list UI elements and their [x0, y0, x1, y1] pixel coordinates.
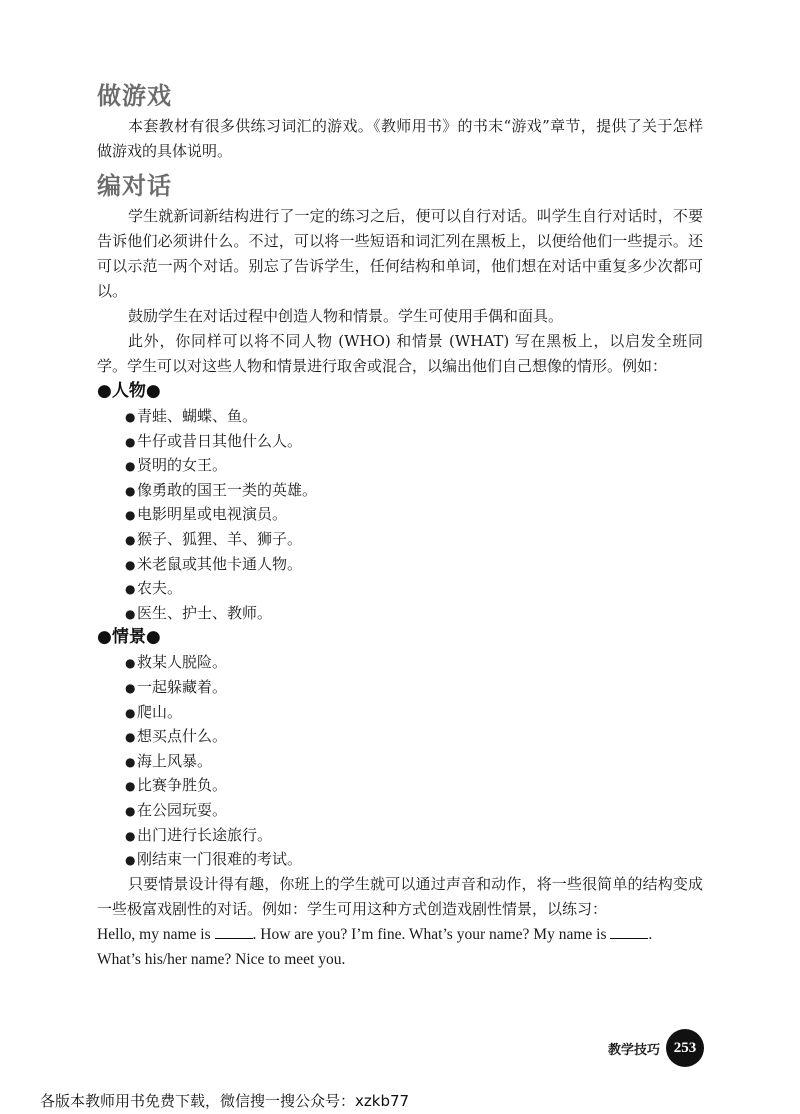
page-number-badge: 253 [666, 1029, 704, 1067]
list-item: ● 刚结束一门很难的考试。 [125, 847, 703, 872]
list-item: ● 电影明星或电视演员。 [125, 502, 703, 527]
example-line-2: What’s his/her name? Nice to meet you. [97, 950, 346, 968]
dialogue-paragraph-2: 鼓励学生在对话过程中创造人物和情景。学生可使用手偶和面具。 [128, 307, 564, 325]
bullet-icon: ● [125, 582, 136, 597]
bullet-icon: ● [125, 828, 136, 843]
games-paragraph: 本套教材有很多供练习词汇的游戏。《教师用书》的书末“游戏”章节，提供了关于怎样做游戏的具体说明。 [97, 117, 703, 160]
bullet-icon: ● [125, 754, 136, 769]
bullet-icon: ● [125, 434, 136, 449]
bullet-icon: ● [125, 410, 136, 424]
bullet-icon: ● [125, 803, 136, 818]
bullet-icon: ● [125, 459, 136, 474]
list-item: ● 救某人脱险。 [125, 650, 703, 675]
list-item: ● 青蛙、蝴蝶、鱼。 [125, 404, 703, 429]
footer-section-label: 教学技巧 [608, 1042, 661, 1058]
list-item: ● 医生、护士、教师。 [125, 601, 703, 626]
fill-in-blank [215, 926, 253, 939]
section-heading-games: 做游戏 [97, 82, 172, 110]
list-item: ● 像勇敢的国王一类的英雄。 [125, 478, 703, 503]
fill-in-blank [610, 926, 648, 939]
list-item: ● 贤明的女王。 [125, 453, 703, 478]
list-item: ● 牛仔或昔日其他什么人。 [125, 429, 703, 454]
example-line-1: Hello, my name is . How are you? I’m fine. What’s your name? My name is . [97, 925, 653, 943]
characters-heading: ●人物● [97, 381, 161, 401]
list-item: ● 海上风暴。 [125, 749, 703, 774]
list-item: ● 想买点什么。 [125, 724, 703, 749]
page-content [97, 78, 703, 972]
dialogue-paragraph-3: 此外，你同样可以将不同人物 (WHO) 和情景 (WHAT) 写在黑板上，以启发全班同学。学生可以对这些人物和情景进行取舍或混合，以编出他们自己想像的情形。例如： [97, 332, 703, 375]
list-item: ● 农夫。 [125, 576, 703, 601]
list-item: ● 猴子、狐狸、羊、狮子。 [125, 527, 703, 552]
download-watermark: 各版本教师用书免费下载，微信搜一搜公众号：xzkb77 [40, 1092, 410, 1110]
situations-list [97, 650, 703, 871]
bullet-icon: ● [125, 532, 136, 547]
bullet-icon: ● [125, 779, 136, 794]
dialogue-paragraph-1: 学生就新词新结构进行了一定的练习之后，便可以自行对话。叫学生自行对话时，不要告诉他们必须讲什么。不过，可以将一些短语和词汇列在黑板上，以便给他们一些提示。还可以示范一两个对话。别忘了告诉学生，任何结构和单词，他们想在对话中重复多少次都可以。 [97, 207, 703, 300]
list-item: ● 比赛争胜负。 [125, 773, 703, 798]
bullet-icon: ● [125, 705, 136, 720]
list-item: ● 出门进行长途旅行。 [125, 823, 703, 848]
list-item: ● 在公园玩耍。 [125, 798, 703, 823]
bullet-icon: ● [125, 483, 136, 498]
list-item: ● 一起躲藏着。 [125, 675, 703, 700]
bullet-icon: ● [125, 606, 136, 621]
page-footer [608, 1030, 704, 1066]
section-heading-dialogue: 编对话 [97, 172, 172, 200]
characters-list [97, 404, 703, 625]
bullet-icon: ● [125, 853, 136, 868]
situations-heading: ●情景● [97, 627, 161, 648]
bullet-icon: ● [125, 508, 136, 523]
bullet-icon: ● [125, 557, 136, 572]
list-item: ● 米老鼠或其他卡通人物。 [125, 552, 703, 577]
closing-paragraph: 只要情景设计得有趣，你班上的学生就可以通过声音和动作，将一些很简单的结构变成一些极富戏剧性的对话。例如：学生可用这种方式创造戏剧性情景，以练习： [97, 874, 703, 918]
bullet-icon: ● [125, 656, 136, 671]
bullet-icon: ● [125, 680, 136, 695]
list-item: ● 爬山。 [125, 700, 703, 725]
bullet-icon: ● [125, 730, 136, 745]
